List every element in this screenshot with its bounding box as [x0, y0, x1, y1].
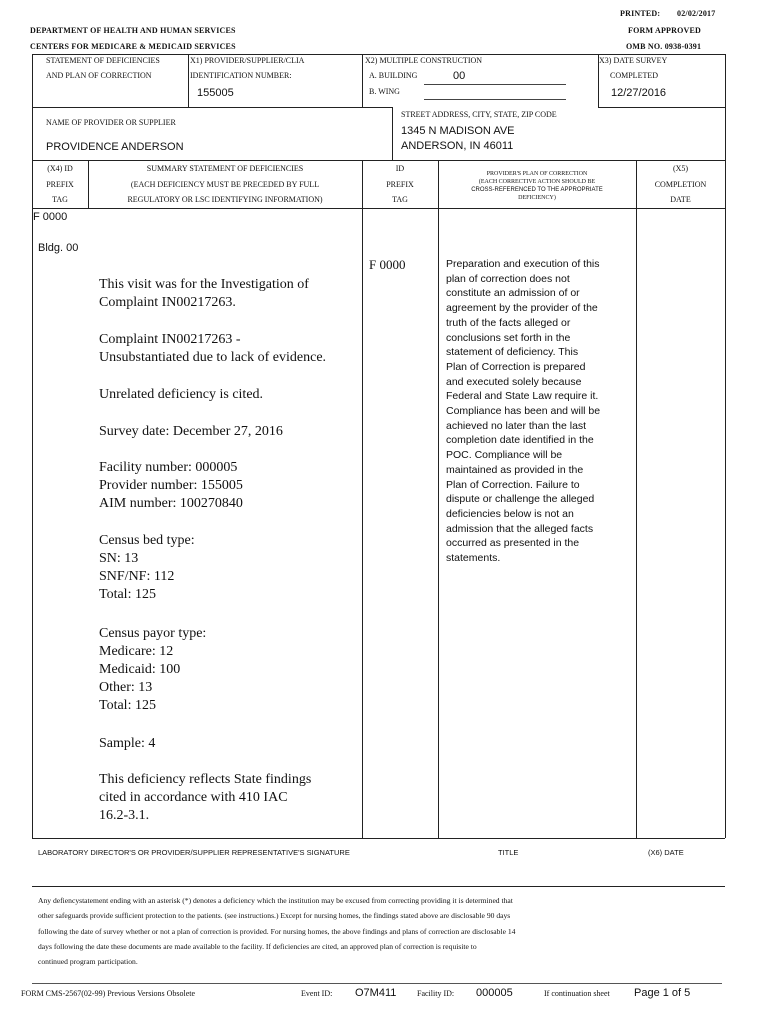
id-tag-header: TAG	[392, 195, 408, 204]
wing-label: B. WING	[369, 87, 400, 96]
page-number: Page 1 of 5	[634, 987, 691, 999]
facility-id-value: 000005	[476, 987, 513, 999]
x1-label-2: IDENTIFICATION NUMBER:	[190, 71, 292, 80]
summary-header-3: REGULATORY OR LSC IDENTIFYING INFORMATION)	[127, 195, 323, 204]
poc-header-1: PROVIDER'S PLAN OF CORRECTION	[486, 171, 588, 177]
poc-header-2: (EACH CORRECTIVE ACTION SHOULD BE	[478, 179, 596, 185]
summary-block: Facility number: 000005 Provider number: 155005 AIM number: 100270840	[99, 460, 243, 511]
x4-id-header: (X4) ID	[47, 164, 73, 173]
summary-block: Sample: 4	[99, 736, 156, 751]
x1-label-1: X1) PROVIDER/SUPPLIER/CLIA	[190, 56, 305, 65]
omb-number: OMB NO. 0938-0391	[626, 42, 702, 51]
centers-title: CENTERS FOR MEDICARE & MEDICAID SERVICES	[30, 42, 236, 51]
provider-name: PROVIDENCE ANDERSON	[46, 141, 184, 153]
form-approved: FORM APPROVED	[628, 26, 702, 35]
left-prefix-tag: F 0000	[33, 211, 68, 223]
x5-header: (X5)	[672, 164, 689, 173]
survey-date-value: 12/27/2016	[611, 87, 667, 99]
title-label: TITLE	[498, 848, 519, 857]
poc-header-3: CROSS-REFERENCED TO THE APPROPRIATE	[471, 187, 603, 193]
disclaimer-text: Any defiencystatement ending with an asterisk (*) denotes a deficiency which the institution may be excused from correcting providing it is determined that other safeguards provide sufficient protection to the patients. (see instructions.) Except for nursing homes, the findings stated above are disclosable 90 days following the date of survey whether or not a plan of correction is provided. For nursing homes, the above findings and plans of correction are disclosable 14 days following the date these documents are made available to the facility. If deficiencies are cited, an approved plan of correction is requisite to continued program participation.	[38, 896, 516, 967]
right-prefix-tag: F 0000	[369, 257, 406, 272]
signature-label: LABORATORY DIRECTOR'S OR PROVIDER/SUPPLIER REPRESENTATIVE'S SIGNATURE	[38, 848, 350, 857]
x3-label-2: COMPLETED	[610, 71, 658, 80]
provider-name-label: NAME OF PROVIDER OR SUPPLIER	[46, 118, 176, 127]
summary-block: This visit was for the Investigation of Complaint IN00217263.	[99, 277, 309, 310]
summary-header-1: SUMMARY STATEMENT OF DEFICIENCIES	[146, 164, 304, 173]
department-title: DEPARTMENT OF HEALTH AND HUMAN SERVICES	[30, 26, 236, 35]
plan-of-correction-text: Preparation and execution of this plan of correction does not constitute an admission of or agreement by the provider of the truth of the facts alleged or conclusions set forth in the statement of deficiency. This Plan of Correction is prepared and executed solely because Federal and State Law require it. Compliance has been and will be achieved no later than the last completion date identified in the POC. Compliance will be maintained as provided in the Plan of Correction. Failure to dispute or challenge the alleged deficiencies below is not an admission that the alleged facts occurred as presented in the statements.	[446, 258, 601, 565]
summary-block: Census bed type: SN: 13 SNF/NF: 112 Total: 125	[99, 533, 195, 602]
x4-prefix-header: PREFIX	[46, 180, 74, 189]
address-line-1: 1345 N MADISON AVE	[401, 125, 515, 137]
continuation-label: If continuation sheet	[544, 989, 610, 998]
event-id-value: O7M411	[355, 987, 397, 999]
x5-date-header: DATE	[670, 195, 691, 204]
printed-label: PRINTED:	[620, 9, 661, 18]
address-line-2: ANDERSON, IN 46011	[401, 140, 514, 152]
provider-id-value: 155005	[197, 87, 234, 99]
id-header: ID	[395, 164, 405, 173]
summary-block: Unrelated deficiency is cited.	[99, 387, 264, 402]
building-value: 00	[453, 70, 466, 82]
address-label: STREET ADDRESS, CITY, STATE, ZIP CODE	[401, 110, 557, 119]
x3-label-1: X3) DATE SURVEY	[599, 56, 668, 65]
summary-block: Survey date: December 27, 2016	[99, 424, 283, 439]
x5-completion-header: COMPLETION	[654, 180, 707, 189]
building-label: A. BUILDING	[369, 71, 418, 80]
statement-label-1: STATEMENT OF DEFICIENCIES	[46, 56, 160, 65]
x2-label: X2) MULTIPLE CONSTRUCTION	[365, 56, 483, 65]
event-id-label: Event ID:	[301, 989, 333, 998]
form-number: FORM CMS-2567(02-99) Previous Versions Obsolete	[21, 989, 196, 998]
summary-block: This deficiency reflects State findings cited in accordance with 410 IAC 16.2-3.1.	[99, 772, 312, 823]
id-prefix-header: PREFIX	[386, 180, 414, 189]
statement-label-2: AND PLAN OF CORRECTION	[46, 71, 152, 80]
x6-date-label: (X6) DATE	[648, 848, 684, 857]
summary-header-2: (EACH DEFICIENCY MUST BE PRECEDED BY FULL	[130, 180, 320, 189]
building-tag: Bldg. 00	[38, 242, 79, 254]
summary-block: Census payor type: Medicare: 12 Medicaid: 100 Other: 13 Total: 125	[99, 626, 207, 713]
poc-header-4: DEFICIENCY)	[518, 195, 556, 201]
x4-tag-header: TAG	[52, 195, 68, 204]
printed-date: 02/02/2017	[677, 9, 716, 18]
facility-id-label: Facility ID:	[417, 989, 455, 998]
summary-block: Complaint IN00217263 - Unsubstantiated due to lack of evidence.	[99, 332, 327, 365]
